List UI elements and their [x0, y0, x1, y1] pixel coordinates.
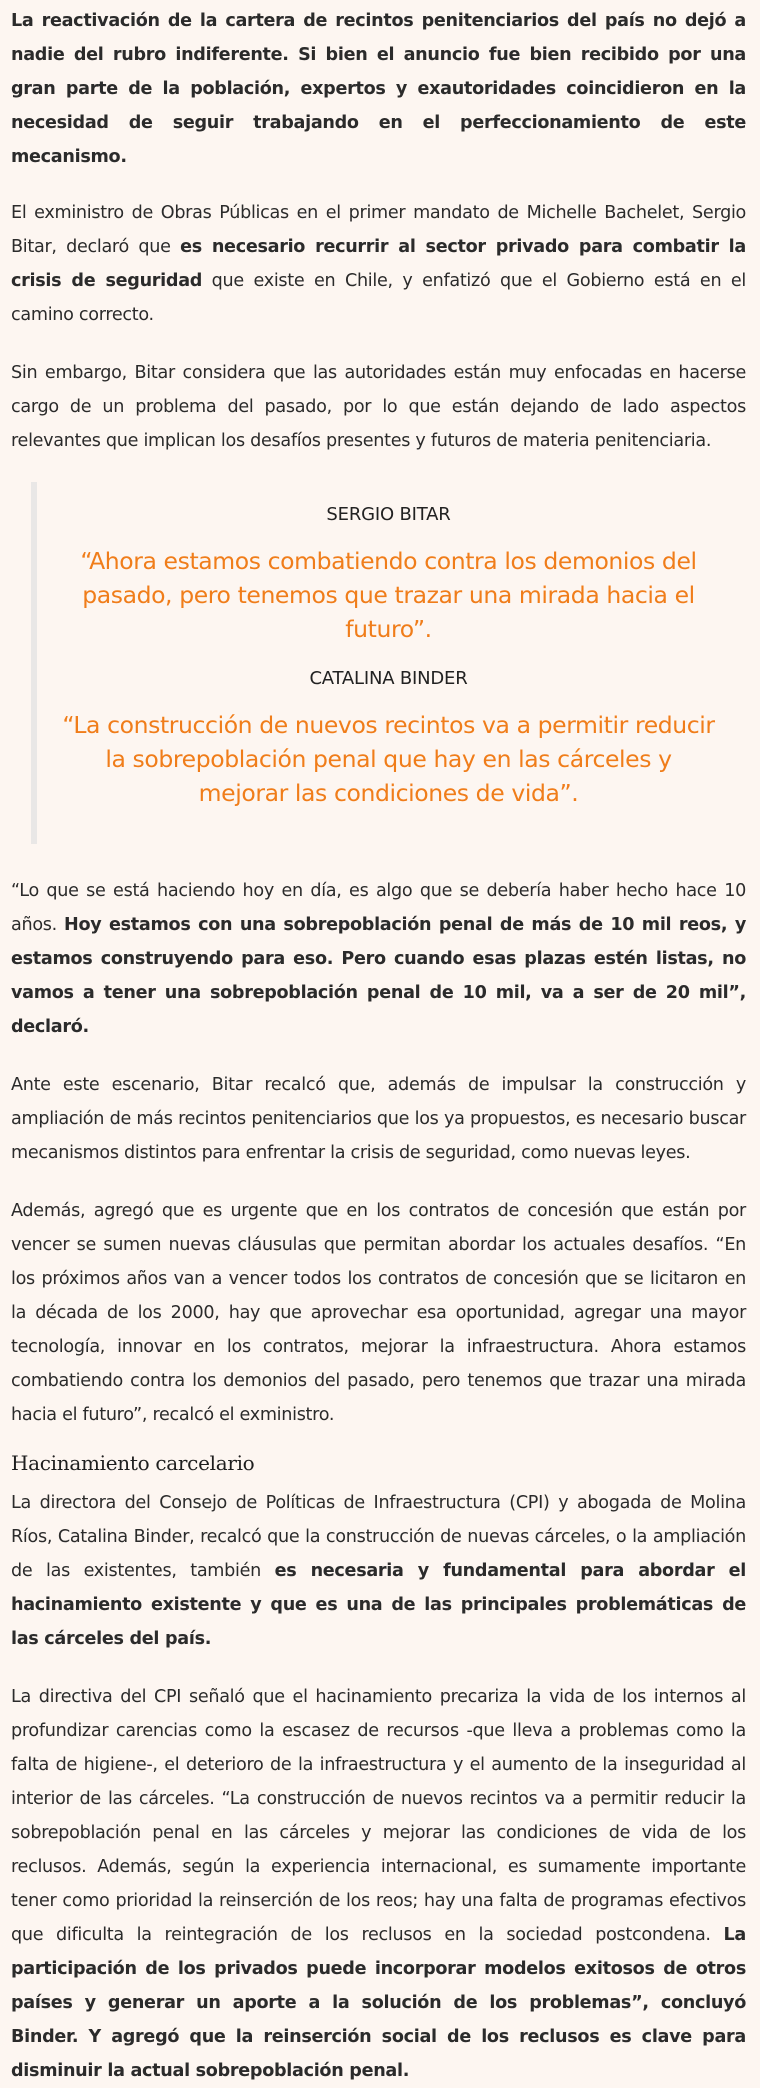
quote-text-bitar: “Ahora estamos combatiendo contra los demonios del pasado, pero tenemos que trazar una mirada hacia el futuro”. — [80, 547, 697, 643]
quote-text-binder: “La construcción de nuevos recintos va a permitir reducir la sobrepoblación penal que hay en las cárceles y mejorar las condiciones de vida”. — [62, 711, 715, 807]
paragraph-text: La directora del Consejo de Políticas de Infraestructura (CPI) y abogada de Molina Ríos, Catalina Binder, recalcó que la construcción de nuevas cárceles, o la ampliación de las existentes, también — [11, 1493, 746, 1581]
paragraph-bitar-measures: Ante este escenario, Bitar recalcó que, además de impulsar la construcción y ampliación de más recintos penitenciarios que los ya propuestos, es necesario buscar mecanismos distintos para enfrentar la crisis de seguridad, como nuevas leyes. — [11, 1075, 746, 1163]
paragraph-binder-intro — [11, 1486, 746, 1656]
paragraph-text: que existe en Chile, y enfatizó que el Gobierno está en el camino correcto. — [11, 271, 746, 325]
lead-paragraph: La reactivación de la cartera de recintos penitenciarios del país no dejó a nadie del rubro indiferente. Si bien el anuncio fue bien recibido por una gran parte de la población, expertos y exautoridades coincidieron en la necesidad de seguir trabajando en el perfeccionamiento de este mecanismo. — [11, 11, 746, 167]
paragraph-binder-detail — [11, 1680, 746, 2088]
paragraph-emphasis: Hoy estamos con una sobrepoblación penal de más de 10 mil reos, y estamos construyendo para eso. Pero cuando esas plazas estén listas, no vamos a tener una sobrepoblación penal de 10 mil, va a ser de 20 mil”, declaró. — [11, 915, 746, 1037]
section-heading: Hacinamiento carcelario — [11, 1451, 255, 1475]
paragraph-bitar-intro — [11, 196, 746, 332]
paragraph-bitar-view: Sin embargo, Bitar considera que las autoridades están muy enfocadas en hacerse cargo de un problema del pasado, por lo que están dejando de lado aspectos relevantes que implican los desafíos presentes y futuros de materia penitenciaria. — [11, 363, 746, 451]
pull-quote-block — [31, 482, 746, 844]
quote-author-bitar: SERGIO BITAR — [326, 504, 451, 525]
paragraph-bitar-contracts: Además, agregó que es urgente que en los contratos de concesión que están por vencer se sumen nuevas cláusulas que permitan abordar los actuales desafíos. “En los próximos años van a vencer todos los contratos de concesión que se licitaron en la década de los 2000, hay que aprovechar esa oportunidad, agregar una mayor tecnología, innovar en los contratos, mejorar la infraestructura. Ahora estamos combatiendo contra los demonios del pasado, pero tenemos que trazar una mirada hacia el futuro”, recalcó el exministro. — [11, 1201, 746, 1425]
paragraph-emphasis: es necesaria y fundamental para abordar el hacinamiento existente y que es una de las principales problemáticas de las cárceles del país. — [11, 1561, 746, 1649]
paragraph-text: “Lo que se está haciendo hoy en día, es algo que se debería haber hecho hace 10 años. — [11, 881, 746, 935]
paragraph-emphasis: La participación de los privados puede incorporar modelos exitosos de otros países y generar un aporte a la solución de los problemas”, concluyó Binder. Y agregó que la reinserción social de los reclusos es clave para disminuir la actual sobrepoblación penal. — [11, 1925, 746, 2081]
paragraph-emphasis: es necesario recurrir al sector privado para combatir la crisis de seguridad — [11, 237, 746, 291]
paragraph-bitar-quote — [11, 874, 746, 1044]
paragraph-text: El exministro de Obras Públicas en el primer mandato de Michelle Bachelet, Sergio Bitar, declaró que — [11, 203, 746, 257]
paragraph-text: La directiva del CPI señaló que el hacinamiento precariza la vida de los internos al profundizar carencias como la escasez de recursos -que lleva a problemas como la falta de higiene-, el deterioro de la infraestructura y el aumento de la inseguridad al interior de las cárceles. “La construcción de nuevos recintos va a permitir reducir la sobrepoblación penal en las cárceles y mejorar las condiciones de vida de los reclusos. Además, según la experiencia internacional, es sumamente importante tener como prioridad la reinserción de los reos; hay una falta de programas efectivos que dificulta la reintegración de los reclusos en la sociedad postcondena. — [11, 1687, 746, 1945]
quote-author-binder: CATALINA BINDER — [309, 668, 468, 689]
